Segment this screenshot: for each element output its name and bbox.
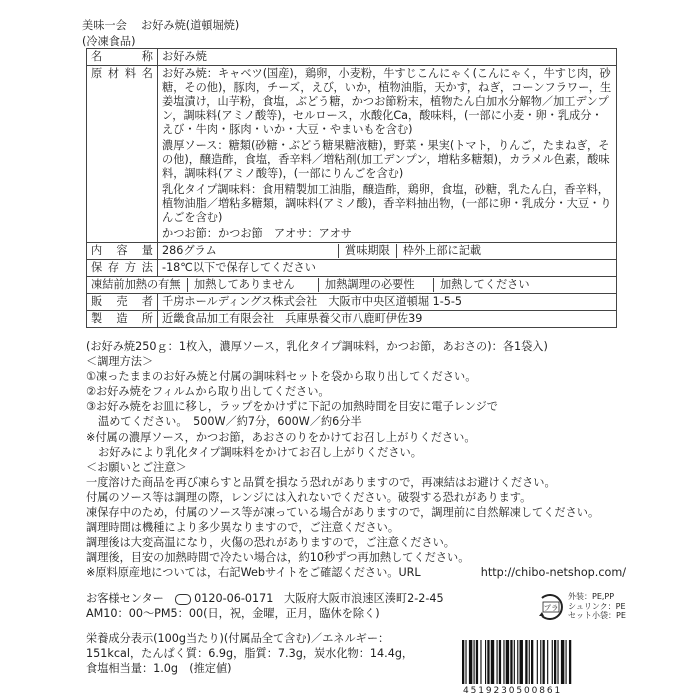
ingredients-mayo: 乳化タイプ調味料：食用精製加工油脂，醸造酢，鶏卵，食塩，砂糖，乳たん白，香辛料，植物油脂／増粘多糖類，調味料(アミノ酸)，香辛料抽出物，(一部に卵・乳成分・大豆・りんごを含む) [162, 183, 612, 224]
barcode-bar [462, 640, 464, 684]
nutrition-line-3: 食塩相当量：1.0g (推定値) [86, 662, 232, 675]
contact-address: 大阪府大阪市浪速区湊町2-2-45 [284, 592, 444, 605]
barcode-bar [529, 640, 530, 684]
cooking-note-1: ※付属の濃厚ソース，かつお節，あおさのりをかけてお召し上がりください。 [86, 430, 476, 444]
expiry-label: 賞味期限 [339, 244, 397, 258]
barcode-bar [506, 640, 509, 684]
recycle-materials [568, 592, 626, 621]
product-title: お好み焼(道頓堀焼) [141, 19, 240, 32]
barcode-bar [557, 640, 558, 684]
spec-row-maker [87, 311, 617, 328]
storage-label: 保存方法 [87, 260, 158, 277]
caution-line-4: 調理時間は機種により多少異なりますので，ご注意ください。 [86, 521, 400, 535]
contact-line [86, 591, 444, 606]
maker-label: 製 造 所 [87, 311, 158, 328]
ingredients-label: 原材料名 [87, 66, 158, 243]
heat-need-label: 加熱調理の必要性 [319, 278, 434, 292]
caution-title: ＜お願いとご注意＞ [86, 460, 187, 474]
caution-line-3: 凍保存中のため，付属のソース等が凍っている場合がありますので，調理前に自然解凍してください。 [86, 506, 600, 520]
freedial-icon [175, 594, 191, 605]
barcode-bar [503, 640, 504, 684]
food-category: (冷凍食品) [82, 35, 136, 48]
ingredients-sauce: 濃厚ソース：糖類(砂糖・ぶどう糖果糖液糖)，野菜・果実(トマト，りんご，たまねぎ，その他)，醸造酢，食塩，香辛料／増粘剤(加工デンプン，増粘多糖類)，カラメル色素，酸味料，調味料(アミノ酸等)，(一部にりんごを含む) [162, 139, 610, 180]
barcode-bar [569, 640, 571, 684]
seller-label: 販 売 者 [87, 294, 158, 311]
seller-value: 千房ホールディングス株式会社 大阪市中央区道頓堀 1-5-5 [158, 294, 617, 311]
barcode-bar [543, 640, 545, 684]
barcode-image [458, 640, 618, 684]
storage-value: -18℃以下で保存してください [158, 260, 617, 277]
barcode-bar [510, 640, 512, 684]
pla-recycle-icon [536, 592, 566, 622]
pla-mark: プラ [543, 603, 559, 613]
caution-line-2: 付属のソース等は調理の際，レンジには入れないでください。破裂する恐れがあります。 [86, 490, 532, 504]
content-label: 内 容 量 [87, 243, 158, 260]
barcode-bar [540, 640, 541, 684]
name-value: お好み焼 [158, 49, 617, 66]
spec-row-heating [87, 277, 617, 294]
cooking-title: ＜調理方法＞ [86, 355, 154, 369]
nutrition-facts [86, 631, 413, 676]
barcode-bar [485, 640, 486, 684]
recycle-line: セット小袋：PE [568, 611, 626, 620]
heating-value: 加熱してありません [188, 278, 319, 292]
barcode-bar [517, 640, 518, 684]
spec-row-name [87, 49, 617, 66]
barcode-bar [514, 640, 515, 684]
contact-label: お客様センター [86, 592, 164, 605]
caution-line-5: 調理後は大変高温になり，火傷の恐れがありますので，ご注意ください。 [86, 536, 455, 550]
origin-note: ※原料原産地については，右記Webサイトをご確認ください。URL [86, 566, 421, 580]
nutrition-line-1: 栄養成分表示(100g当たり)(付属品全て含む)／エネルギー： [86, 632, 390, 645]
barcode-bar [537, 640, 538, 684]
expiry-value: 枠外上部に記載 [402, 244, 482, 257]
label-header [82, 18, 239, 50]
content-cell [158, 243, 617, 260]
origin-line [86, 565, 626, 580]
barcode-bar [474, 640, 475, 684]
brand-name: 美味一会 [82, 19, 127, 32]
instructions-section [86, 339, 626, 581]
ingredients-toppings: かつお節：かつお節 アオサ：アオサ [162, 227, 352, 240]
barcode-bar [497, 640, 498, 684]
barcode-bar [566, 640, 567, 684]
barcode-bar [554, 640, 556, 684]
recycle-line: シュリンク：PE [568, 601, 626, 611]
cooking-step-3-cont: 温めてください。 500W／約7分，600W／約6分半 [98, 415, 362, 429]
maker-value: 近畿食品加工有限会社 兵庫県養父市八鹿町伊佐39 [158, 311, 617, 328]
barcode-bar [487, 640, 489, 684]
barcode-bar [561, 640, 564, 684]
recycle-block [536, 592, 626, 622]
caution-line-6: 調理後，目安の加熱時間で冷たい場合は，約10秒ずつ再加熱してください。 [86, 551, 470, 565]
ingredients-value [158, 66, 617, 243]
barcode-bar [520, 640, 523, 684]
title-line [82, 18, 239, 34]
content-value: 286グラム [162, 244, 339, 258]
barcode-bar [465, 640, 466, 684]
barcode-bar [469, 640, 472, 684]
barcode-bar [547, 640, 548, 684]
website-url: http://chibo-netshop.com/ [480, 566, 626, 580]
barcode-bar [499, 640, 501, 684]
contents-note: (お好み焼250ｇ：1枚入，濃厚ソース，乳化タイプ調味料，かつお節，あおさの)：各1袋入) [86, 340, 548, 353]
customer-center [86, 591, 444, 621]
spec-table [86, 48, 617, 328]
ingredients-okonomiyaki: お好み焼：キャベツ(国産)，鶏卵，小麦粉，牛すじこんにゃく(こんにゃく，牛すじ肉，砂糖，その他)，豚肉，チーズ，えび，いか，植物油脂，天かす，ねぎ，コーンフラワー，生姜塩漬け，山芋粉，食塩，ぶどう糖，かつお節粉末，植物たん白加水分解物／加工デンプン，調味料(アミノ酸等)，セルロース，水酸化Ca，酸味料，(一部に小麦・卵・乳成分・えび・牛肉・豚肉・いか・大豆・やまいもを含む) [162, 67, 612, 136]
spec-row-ingredients [87, 66, 617, 243]
nutrition-line-2: 151kcal，たんぱく質：6.9g，脂質：7.3g，炭水化物：14.4g， [86, 647, 414, 660]
recycle-line: 外装：PE,PP [568, 592, 615, 601]
name-label: 名 称 [87, 49, 158, 66]
spec-row-storage [87, 260, 617, 277]
barcode-bar [552, 640, 553, 684]
contact-tel: 0120-06-0171 [194, 592, 274, 605]
barcode-bar [476, 640, 478, 684]
barcode-bar [491, 640, 494, 684]
cooking-step-3: ③お好み焼をお皿に移し，ラップをかけずに下記の加熱時間を目安に電子レンジで [86, 400, 498, 414]
cooking-note-2: お好みにより乳化タイプ調味料をかけてお召し上がりください。 [98, 445, 422, 459]
barcode-number: 4519230500861 [463, 686, 563, 696]
spec-row-seller [87, 294, 617, 311]
cooking-step-2: ②お好み焼をフィルムから取り出してください。 [86, 385, 330, 399]
heating-label: 凍結前加熱の有無 [91, 278, 188, 292]
heating-cell [87, 277, 617, 294]
cooking-step-1: ①凍ったままのお好み焼と付属の調味料セットを袋から取り出してください。 [86, 370, 477, 384]
barcode-bar [531, 640, 533, 684]
barcode-bar [525, 640, 527, 684]
heat-need-value: 加熱してください [440, 278, 530, 291]
spec-row-content [87, 243, 617, 260]
barcode-bar [480, 640, 481, 684]
contact-hours: AM10：00〜PM5：00(日，祝，金曜，正月，臨休を除く) [86, 607, 380, 620]
caution-line-1: 一度溶けた商品を再び凍らすと品質を損なう恐れがありますので，再凍結はお避けください。 [86, 475, 556, 489]
